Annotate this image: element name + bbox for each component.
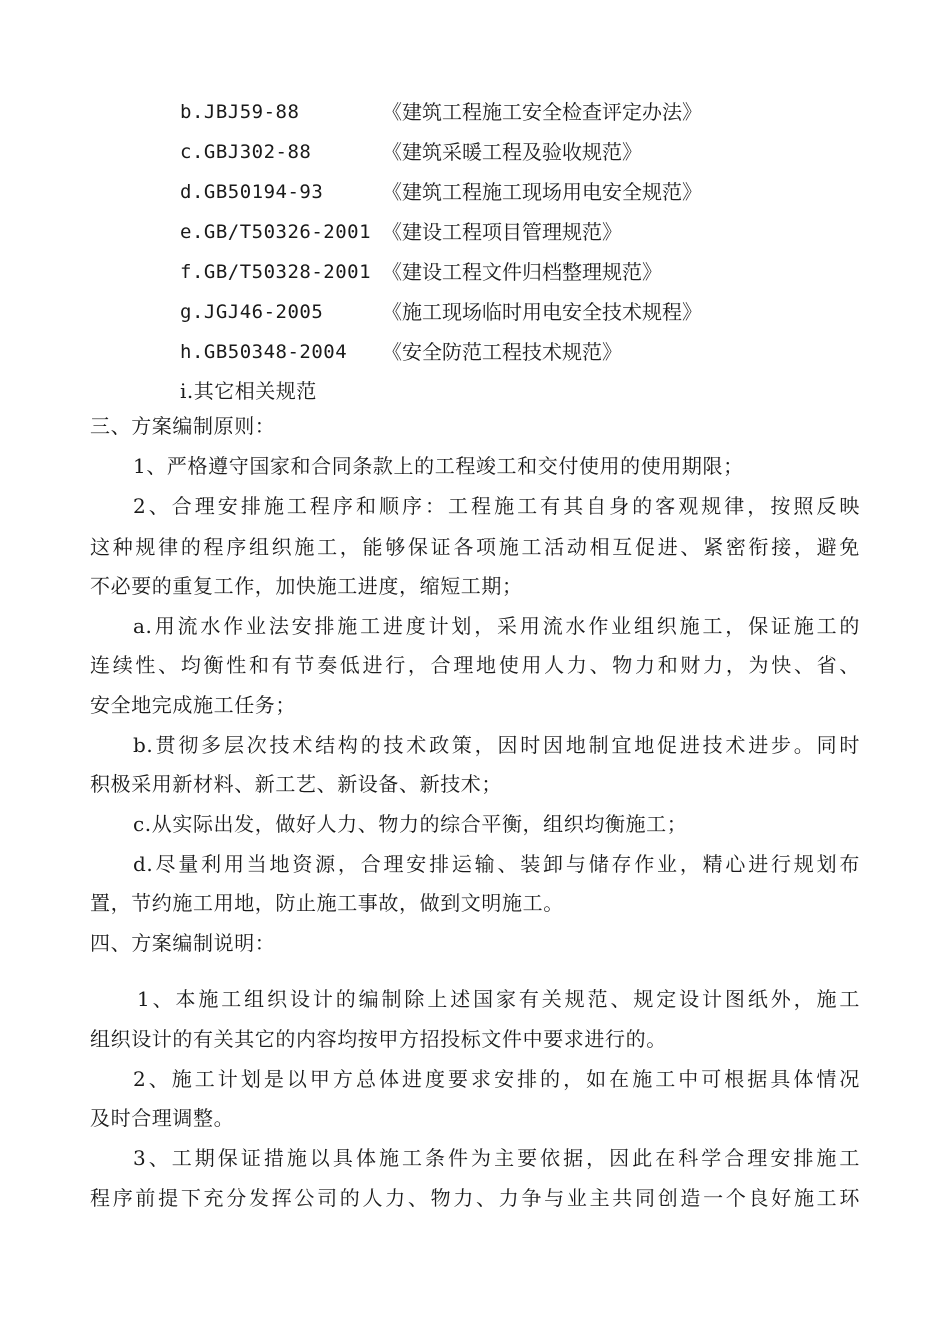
section-heading-principles: 三、方案编制原则： [90, 414, 276, 438]
principle-item-a-line: a.用流水作业法安排施工进度计划，采用流水作业组织施工，保证施工的 [133, 614, 860, 638]
notes-paragraph-1-line: 组织设计的有关其它的内容均按甲方招投标文件中要求进行的。 [90, 1027, 667, 1051]
standard-title: 《建筑工程施工现场用电安全规范》 [382, 180, 702, 204]
principle-item-d-line: 置，节约施工用地，防止施工事故，做到文明施工。 [90, 891, 564, 915]
standard-title: 《建筑工程施工安全检查评定办法》 [382, 100, 702, 124]
standard-code: g.JGJ46-2005 [180, 301, 324, 323]
principle-paragraph-2-line: 2、合理安排施工程序和顺序：工程施工有其自身的客观规律，按照反映 [133, 494, 860, 518]
other-standards-text: i.其它相关规范 [180, 379, 317, 403]
principle-item-b-line: b.贯彻多层次技术结构的技术政策，因时因地制宜地促进技术进步。同时 [133, 733, 860, 757]
standard-code: b.JBJ59-88 [180, 101, 300, 123]
principle-item-d-line: d.尽量利用当地资源，合理安排运输、装卸与储存作业，精心进行规划布 [133, 852, 860, 876]
notes-paragraph-2-line: 2、施工计划是以甲方总体进度要求安排的，如在施工中可根据具体情况 [133, 1067, 860, 1091]
notes-paragraph-3-line: 3、工期保证措施以具体施工条件为主要依据，因此在科学合理安排施工 [133, 1146, 860, 1170]
principle-paragraph-2-line: 不必要的重复工作，加快施工进度，缩短工期； [90, 574, 523, 598]
standard-code: e.GB/T50326-2001 [180, 221, 372, 243]
standard-code: d.GB50194-93 [180, 181, 324, 203]
standard-code: h.GB50348-2004 [180, 341, 348, 363]
principle-item-a-line: 安全地完成施工任务； [90, 693, 296, 717]
notes-paragraph-3-line: 程序前提下充分发挥公司的人力、物力、力争与业主共同创造一个良好施工环 [90, 1186, 860, 1210]
standard-title: 《建设工程文件归档整理规范》 [382, 260, 662, 284]
section-heading-notes: 四、方案编制说明： [90, 931, 276, 955]
standard-code: f.GB/T50328-2001 [180, 261, 372, 283]
principle-paragraph-2-line: 这种规律的程序组织施工，能够保证各项施工活动相互促进、紧密衔接，避免 [90, 535, 860, 559]
principle-item-a-line: 连续性、均衡性和有节奏低进行，合理地使用人力、物力和财力，为快、省、 [90, 653, 860, 677]
standard-title: 《施工现场临时用电安全技术规程》 [382, 300, 702, 324]
standard-code: c.GBJ302-88 [180, 141, 312, 163]
principle-item-c: c.从实际出发，做好人力、物力的综合平衡，组织均衡施工； [133, 812, 688, 836]
notes-paragraph-2-line: 及时合理调整。 [90, 1106, 235, 1130]
notes-paragraph-1-line: 1、本施工组织设计的编制除上述国家有关规范、规定设计图纸外，施工 [137, 987, 860, 1011]
standard-title: 《建设工程项目管理规范》 [382, 220, 622, 244]
principle-item-b-line: 积极采用新材料、新工艺、新设备、新技术； [90, 772, 502, 796]
standard-title: 《建筑采暖工程及验收规范》 [382, 140, 642, 164]
principle-paragraph-1: 1、严格遵守国家和合同条款上的工程竣工和交付使用的使用期限； [133, 454, 744, 478]
standard-title: 《安全防范工程技术规范》 [382, 340, 622, 364]
